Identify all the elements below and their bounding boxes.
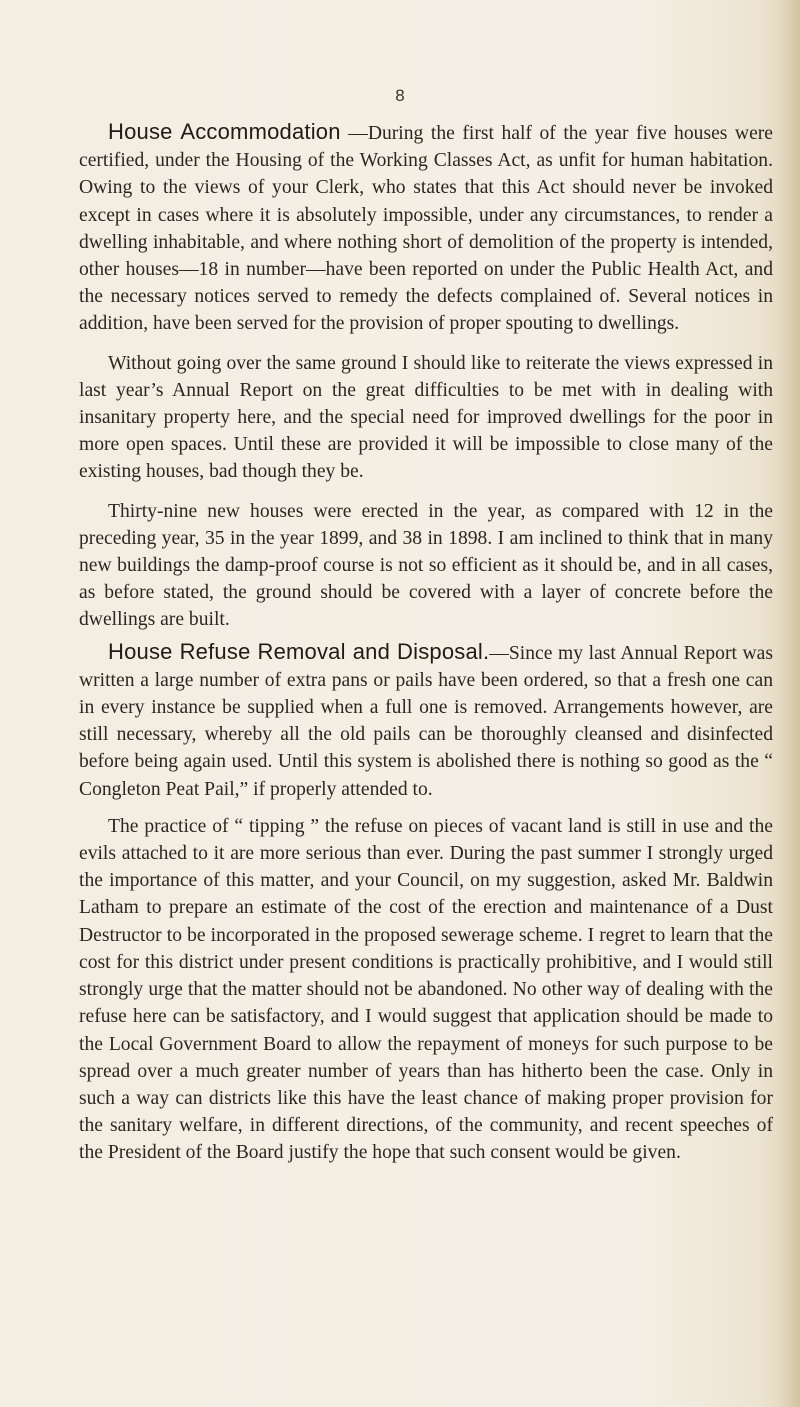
document-body [79, 118, 773, 1167]
paragraph-house-accommodation-1 [79, 118, 773, 338]
paragraph-refuse-removal-1 [79, 638, 773, 803]
paragraph-text: —During the first half of the year five houses were certified, under the Housing of the Working Classes Act, as unfit for human habitation. Owing to the views of your Clerk, who states that this Act should never be invoked except in cases where it is absolutely impossible, under any circumstances, to render a dwelling inhabitable, and where nothing short of demolition of the property is intended, other houses—18 in number—have been reported on under the Public Health Act, and the necessary notices served to remedy the defects complained of. Several notices in addition, have been served for the provision of proper spouting to dwellings. [79, 123, 773, 335]
paragraph-refuse-removal-2: The practice of “ tipping ” the refuse on pieces of vacant land is still in use and the evils attached to it are more serious than ever. During the past summer I strongly urged the importance of this matter, and your Council, on my suggestion, asked Mr. Baldwin Latham to prepare an estimate of the cost of the erection and maintenance of a Dust Destructor to be incorporated in the proposed sewerage scheme. I regret to learn that the cost for this district under present conditions is practically prohibitive, and I would still strongly urge that the matter should not be abandoned. No other way of dealing with the refuse here can be satisfactory, and I would suggest that application should be made to the Local Government Board to allow the repayment of moneys for such purpose to be spread over a much greater number of years than has hitherto been the case. Only in such a way can districts like this have the least chance of making proper provision for the sanitary welfare, in different directions, of the community, and recent speeches of the President of the Board justify the hope that such consent would be given. [79, 815, 773, 1164]
page-edge-shadow [778, 0, 800, 1407]
page-number: 8 [395, 86, 405, 105]
section-heading-house-accommodation: House Accommodation [108, 119, 341, 144]
paragraph-text: —Since my last Annual Report was written a large number of extra pans or pails have been ordered, so that a fresh one can in every instance be supplied when a full one is removed. Arrangements however, are still necessary, whereby all the old pails can be thoroughly cleansed and disinfected before being again used. Until this system is abolished there is nothing so good as the “ Congleton Peat Pail,” if properly attended to. [79, 642, 773, 800]
section-heading-refuse-removal: House Refuse Removal and Disposal. [108, 638, 490, 664]
paragraph-house-accommodation-2: Without going over the same ground I should like to reiterate the views expressed in last year’s Annual Report on the great difficulties to be met with in dealing with insanitary property here, and the special need for improved dwellings for the poor in more open spaces. Until these are provided it will be impossible to close many of the existing houses, bad though they be. [79, 352, 773, 483]
paragraph-house-accommodation-3: Thirty-nine new houses were erected in the year, as compared with 12 in the preceding year, 35 in the year 1899, and 38 in 1898. I am inclined to think that in many new buildings the damp-proof course is not so efficient as it should be, and in all cases, as before stated, the ground should be covered with a layer of concrete before the dwellings are built. [79, 500, 773, 631]
